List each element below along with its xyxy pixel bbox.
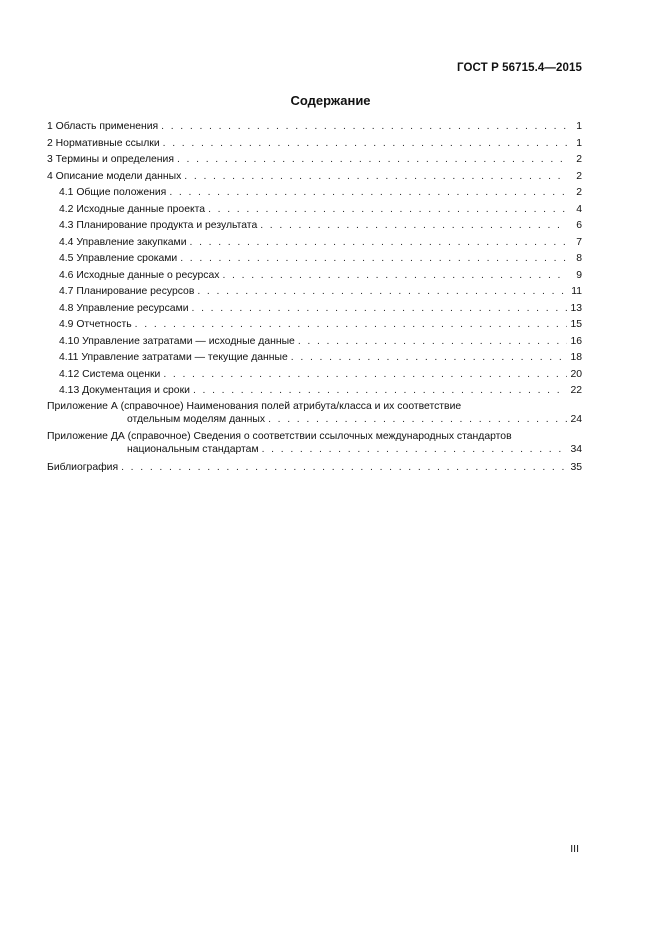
- toc-entry-page: 20: [570, 368, 582, 380]
- dot-leader: [180, 251, 567, 268]
- toc-entry-4-8[interactable]: [47, 301, 582, 318]
- page-number: III: [570, 843, 579, 855]
- toc-entry-4-11[interactable]: [47, 350, 582, 367]
- toc-entry-label: 3 Термины и определения: [47, 154, 174, 165]
- toc-entry-4-3[interactable]: [47, 218, 582, 235]
- toc-entry-label: 4.3 Планирование продукта и результата: [59, 220, 258, 231]
- toc-entry-4-10[interactable]: [47, 334, 582, 351]
- dot-leader: [260, 218, 567, 235]
- toc-entry-4-13[interactable]: [47, 383, 582, 400]
- dot-leader: [121, 460, 567, 477]
- toc-entry-label: 2 Нормативные ссылки: [47, 137, 160, 149]
- dot-leader: [193, 383, 567, 400]
- toc-entry-1[interactable]: [47, 119, 582, 136]
- toc-entry-page: 34: [570, 443, 582, 455]
- toc-entry-appendix-a[interactable]: [47, 400, 582, 426]
- dot-leader: [163, 367, 567, 384]
- toc-entry-page: 1: [576, 137, 582, 149]
- toc-entry-label-continuation: национальным стандартам: [127, 443, 259, 455]
- toc-entry-4-2[interactable]: [47, 202, 582, 219]
- dot-leader: [169, 185, 567, 202]
- dot-leader: [262, 443, 567, 456]
- toc-entry-page: 1: [576, 121, 582, 132]
- toc-entry-label: 4.12 Система оценки: [59, 368, 161, 380]
- toc-entry-page: 16: [570, 335, 582, 347]
- toc-entry-bibliography[interactable]: [47, 460, 582, 477]
- toc-entry-page: 15: [570, 319, 582, 330]
- toc-entry-page: 2: [576, 170, 582, 182]
- toc-entry-label: 4.2 Исходные данные проекта: [59, 203, 206, 215]
- dot-leader: [177, 152, 567, 169]
- toc-entry-label: Приложение ДА (справочное) Сведения о соответствии ссылочных международных стандартов: [47, 430, 512, 442]
- document-code: ГОСТ Р 56715.4—2015: [457, 62, 582, 74]
- toc-entry-page: 4: [576, 203, 582, 215]
- toc-entry-label: 4.6 Исходные данные о ресурсах: [59, 269, 220, 281]
- toc-entry-label: 4.11 Управление затратами — текущие данные: [59, 352, 288, 363]
- dot-leader: [298, 334, 567, 351]
- toc-entry-label-continuation: отдельным моделям данных: [127, 413, 266, 425]
- toc-entry-4-9[interactable]: [47, 317, 582, 334]
- toc-entry-page: 2: [576, 154, 582, 165]
- toc-entry-4-1[interactable]: [47, 185, 582, 202]
- dot-leader: [197, 284, 567, 301]
- toc-entry-page: 6: [576, 220, 582, 231]
- toc-entry-label: 4.5 Управление сроками: [59, 253, 178, 264]
- toc-entry-4-6[interactable]: [47, 268, 582, 285]
- toc-entry-label: 4.8 Управление ресурсами: [59, 302, 189, 314]
- dot-leader: [184, 169, 567, 186]
- toc-entry-label: 4.10 Управление затратами — исходные данные: [59, 335, 295, 347]
- toc-entry-4-5[interactable]: [47, 251, 582, 268]
- toc-entry-label: 4.4 Управление закупками: [59, 236, 187, 248]
- dot-leader: [222, 268, 567, 285]
- toc-entry-page: 18: [570, 352, 582, 363]
- toc-entry-page: 24: [570, 413, 582, 425]
- toc-entry-label: 4.13 Документация и сроки: [59, 385, 190, 396]
- toc-entry-page: 7: [576, 236, 582, 248]
- toc-entry-appendix-da[interactable]: [47, 430, 582, 456]
- toc-entry-4-7[interactable]: [47, 284, 582, 301]
- dot-leader: [192, 301, 567, 318]
- toc-entry-page: 11: [571, 286, 582, 297]
- toc-entry-3[interactable]: [47, 152, 582, 169]
- toc-title: Содержание: [290, 93, 371, 108]
- toc-entry-label: Библиография: [47, 461, 119, 473]
- toc-entry-page: 35: [570, 461, 582, 473]
- dot-leader: [208, 202, 567, 219]
- toc-entry-label: 4 Описание модели данных: [47, 170, 182, 182]
- dot-leader: [161, 119, 567, 136]
- table-of-contents: [47, 119, 582, 476]
- dot-leader: [163, 136, 567, 153]
- toc-entry-4-4[interactable]: [47, 235, 582, 252]
- toc-entry-label: 4.7 Планирование ресурсов: [59, 286, 195, 297]
- toc-entry-label: 4.1 Общие положения: [59, 187, 167, 198]
- dot-leader: [291, 350, 567, 367]
- dot-leader: [135, 317, 567, 334]
- toc-entry-page: 22: [570, 385, 582, 396]
- toc-entry-2[interactable]: [47, 136, 582, 153]
- toc-entry-label: 4.9 Отчетность: [59, 319, 132, 330]
- toc-entry-page: 8: [576, 253, 582, 264]
- toc-entry-page: 2: [576, 187, 582, 198]
- toc-entry-page: 13: [570, 302, 582, 314]
- toc-entry-page: 9: [576, 269, 582, 281]
- dot-leader: [268, 413, 567, 426]
- toc-entry-4-12[interactable]: [47, 367, 582, 384]
- toc-entry-label: Приложение А (справочное) Наименования полей атрибута/класса и их соответствие: [47, 400, 462, 412]
- toc-entry-4[interactable]: [47, 169, 582, 186]
- dot-leader: [190, 235, 567, 252]
- toc-entry-label: 1 Область применения: [47, 121, 159, 132]
